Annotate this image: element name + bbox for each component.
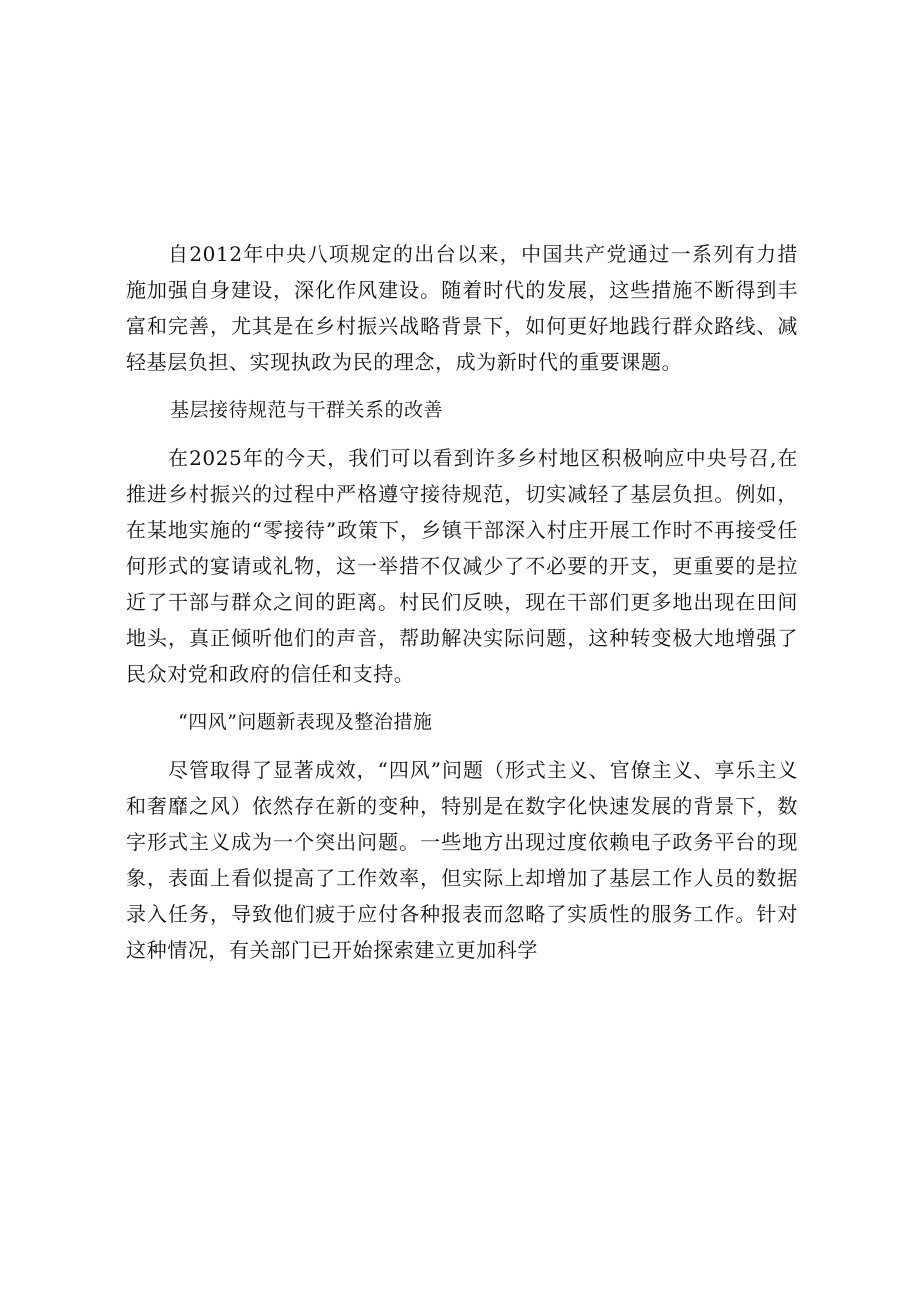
section-heading-reception-norms: 基层接待规范与干群关系的改善 <box>170 399 444 421</box>
paragraph-four-winds: 尽管取得了显著成效，“四风”问题（形式主义、官僚主义、享乐主义和奢靡之风）依然存在新的变种，特别是在数字化快速发展的背景下，数字形式主义成为一个突出问题。一些地方出现过度依赖电子政务平台的现象，表面上看似提高了工作效率，但实际上却增加了基层工作人员的数据录入任务，导致他们疲于应付各种报表而忽略了实质性的服务工作。针对这种情况，有关部门已开始探索建立更加科学 <box>126 758 798 962</box>
paragraph-reception-norms: 在2025年的今天，我们可以看到许多乡村地区积极响应中央号召,在推进乡村振兴的过程中严格遵守接待规范，切实减轻了基层负担。例如，在某地实施的“零接待”政策下，乡镇干部深入村庄开展工作时不再接受任何形式的宴请或礼物，这一举措不仅减少了不必要的开支，更重要的是拉近了干部与群众之间的距离。村民们反映，现在干部们更多地出现在田间地头，真正倾听他们的声音，帮助解决实际问题，这种转变极大地增强了民众对党和政府的信任和支持。 <box>126 446 798 686</box>
section-heading-four-winds: “四风”问题新表现及整治措施 <box>178 711 433 733</box>
document-body <box>126 236 798 968</box>
paragraph-intro: 自2012年中央八项规定的出台以来，中国共产党通过一系列有力措施加强自身建设，深化作风建设。随着时代的发展，这些措施不断得到丰富和完善，尤其是在乡村振兴战略背景下，如何更好地践行群众路线、减轻基层负担、实现执政为民的理念，成为新时代的重要课题。 <box>126 242 798 374</box>
